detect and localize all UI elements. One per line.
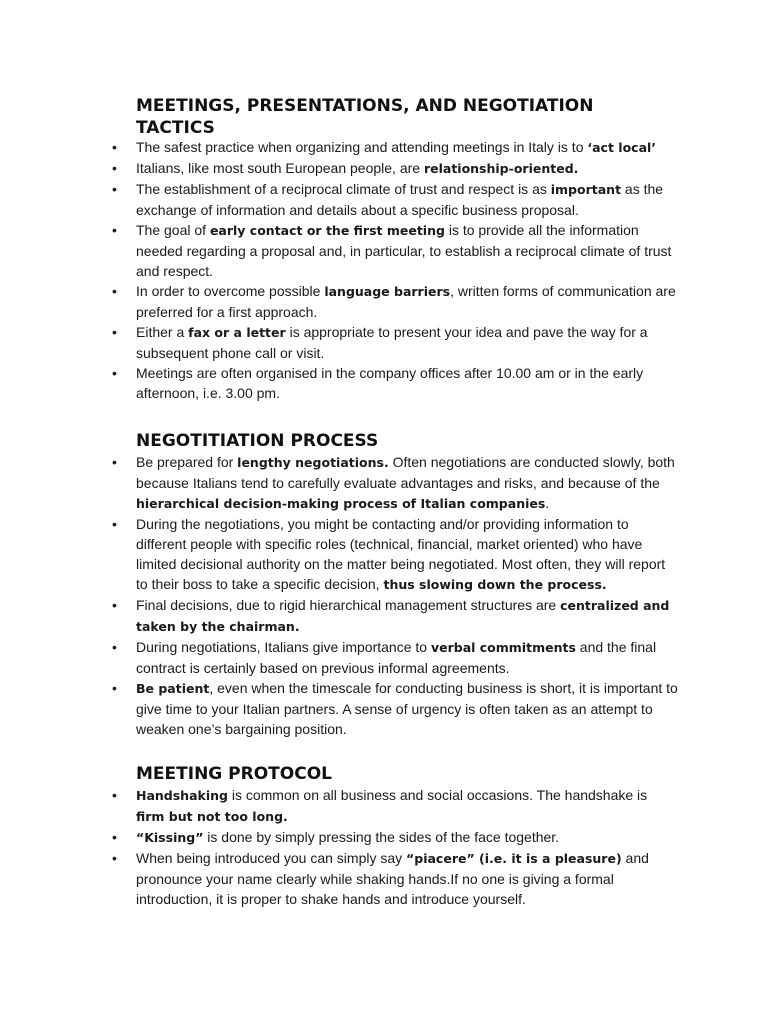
- bullet-icon: •: [112, 516, 117, 532]
- bullet-icon: •: [112, 222, 117, 238]
- bold-text: early contact or the first meeting: [209, 223, 445, 238]
- body-text: Often negotiations are conducted slowly, both because Italians tend to carefully evaluate advantages and risks, and because of the: [136, 454, 675, 491]
- body-text: and the final contract is certainly based on previous informal agreements.: [136, 639, 657, 676]
- bold-text: firm but not too long.: [136, 809, 288, 824]
- body-text: and pronounce your name clearly while shaking hands.If no one is giving a formal introduction, it is proper to shake hands and introduce yourself.: [136, 850, 649, 907]
- body-text: is to provide all the information needed regarding a proposal and, in particular, to establish a reciprocal climate of trust and respect.: [136, 222, 672, 279]
- body-text: The goal of: [136, 222, 210, 238]
- bold-text: Be patient: [136, 681, 210, 696]
- body-text: , even when the timescale for conducting business is short, it is important to give time to your Italian partners. A sense of urgency is often taken as an attempt to weaken one’s bargaining position.: [136, 680, 678, 737]
- bullet-icon: •: [112, 787, 117, 803]
- body-text: During the negotiations, you might be contacting and/or providing information to different people with specific roles (technical, financial, market oriented) who have limited decisional authority on the matter being negotiated. Most often, they will report to their boss to take a specific decision,: [136, 516, 666, 592]
- bullet-icon: •: [112, 365, 117, 381]
- body-text: .: [545, 495, 550, 511]
- bullet-icon: •: [112, 829, 117, 845]
- list-item: [112, 137, 678, 158]
- body-text: is done by simply pressing the sides of the face together.: [203, 829, 560, 845]
- bold-text: fax or a letter: [188, 325, 286, 340]
- bold-text: lengthy negotiations.: [237, 455, 389, 470]
- body-text: Italians, like most south European people, are: [136, 160, 424, 176]
- bullet-icon: •: [112, 850, 117, 866]
- bold-text: centralized and taken by the chairman.: [136, 598, 670, 634]
- body-text: The safest practice when organizing and attending meetings in Italy is to: [136, 139, 588, 155]
- list-item: [112, 827, 678, 848]
- body-text: Final decisions, due to rigid hierarchical management structures are: [136, 597, 561, 613]
- list-item: [112, 595, 678, 637]
- body-text: During negotiations, Italians give importance to: [136, 639, 431, 655]
- bold-text: “Kissing”: [136, 830, 204, 845]
- body-text: When being introduced you can simply say: [136, 850, 407, 866]
- list-item: [112, 514, 678, 595]
- bullet-list-meetings: [0, 137, 768, 403]
- list-item: [112, 363, 678, 403]
- body-text: Either a: [136, 324, 189, 340]
- bullet-icon: •: [112, 160, 117, 176]
- bold-text: hierarchical decision-making process of Italian companies: [136, 496, 546, 511]
- bullet-icon: •: [112, 181, 117, 197]
- bullet-icon: •: [112, 283, 117, 299]
- bullet-icon: •: [112, 639, 117, 655]
- section-title-meetings: MEETINGS, PRESENTATIONS, AND NEGOTIATION TACTICS: [136, 96, 594, 138]
- list-item: [112, 452, 678, 514]
- body-text: as the exchange of information and details about a specific business proposal.: [136, 181, 664, 218]
- list-item: [112, 158, 678, 179]
- bullet-icon: •: [112, 680, 117, 696]
- bold-text: ‘act local’: [587, 140, 657, 155]
- body-text: Meetings are often organised in the company offices after 10.00 am or in the early afternoon, i.e. 3.00 pm.: [136, 365, 644, 401]
- bold-text: “piacere” (i.e. it is a pleasure): [406, 851, 622, 866]
- bullet-icon: •: [112, 139, 117, 155]
- bullet-list-negotiation: [0, 452, 768, 739]
- list-item: [112, 220, 678, 281]
- bold-text: Handshaking: [136, 788, 228, 803]
- bold-text: important: [550, 182, 622, 197]
- bullet-icon: •: [112, 324, 117, 340]
- list-item: [112, 281, 678, 322]
- body-text: In order to overcome possible: [136, 283, 325, 299]
- bold-text: verbal commitments: [430, 640, 576, 655]
- list-item: [112, 678, 678, 739]
- list-item: [112, 785, 678, 827]
- bullet-icon: •: [112, 454, 117, 470]
- body-text: is common on all business and social occasions. The handshake is: [227, 787, 648, 803]
- body-text: The establishment of a reciprocal climate of trust and respect is as: [136, 181, 551, 197]
- list-item: [112, 322, 678, 363]
- section-title-negotiation: NEGOTITIATION PROCESS: [136, 431, 379, 451]
- bold-text: thus slowing down the process.: [383, 577, 607, 592]
- bold-text: language barriers: [324, 284, 451, 299]
- section-title-protocol: MEETING PROTOCOL: [136, 764, 332, 784]
- body-text: , written forms of communication are preferred for a first approach.: [136, 283, 676, 320]
- body-text: is appropriate to present your idea and pave the way for a subsequent phone call or visit.: [136, 324, 648, 361]
- list-item: [112, 848, 678, 909]
- bullet-list-protocol: [0, 785, 768, 909]
- bold-text: relationship-oriented.: [423, 161, 579, 176]
- body-text: Be prepared for: [136, 454, 238, 470]
- list-item: [112, 637, 678, 678]
- bullet-icon: •: [112, 597, 117, 613]
- list-item: [112, 179, 678, 220]
